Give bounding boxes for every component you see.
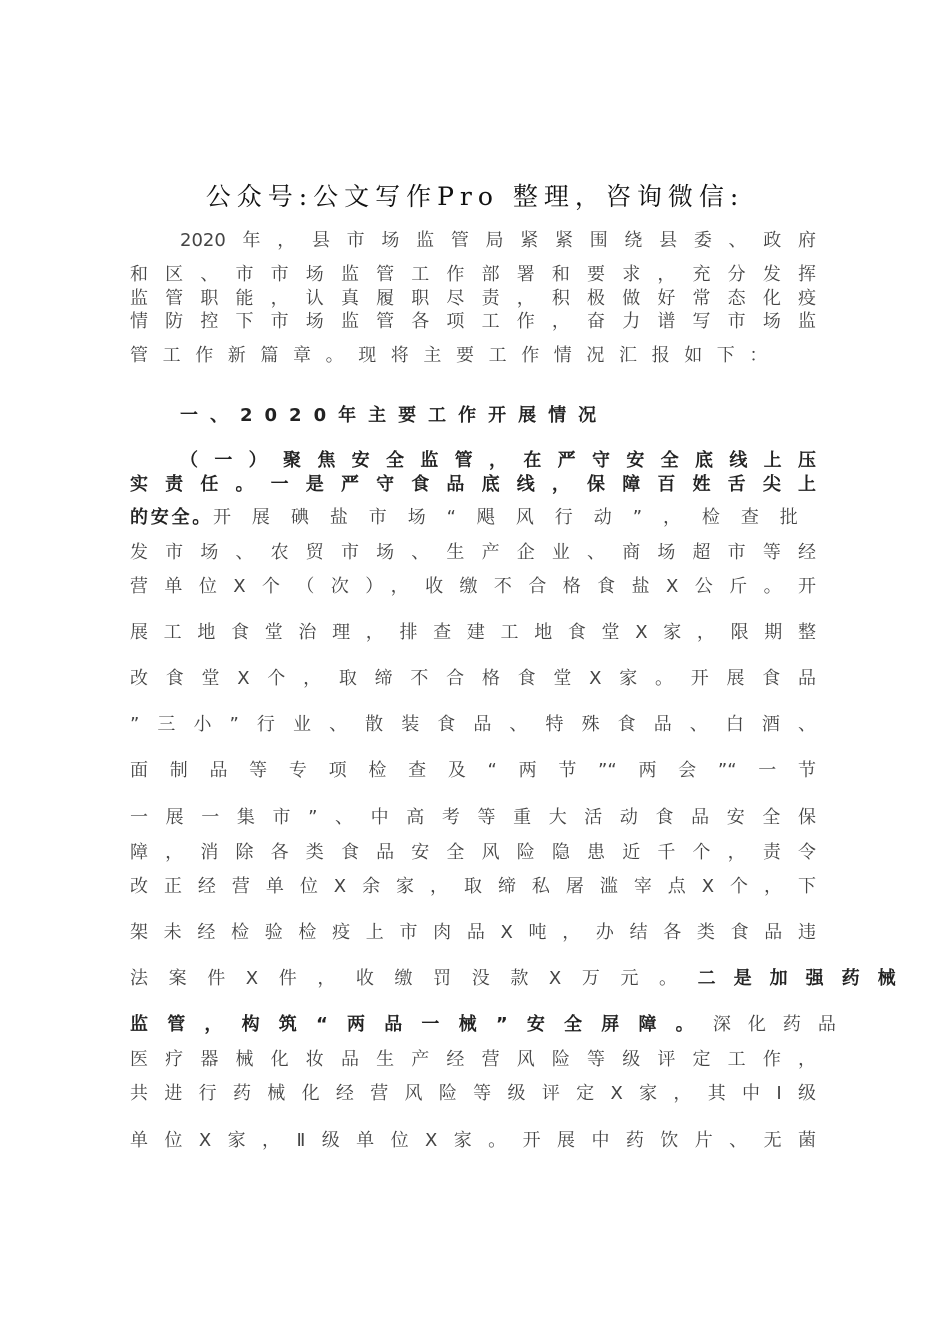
body-line-3-rest: 开展碘盐市场“飓风行动”，检查批 (212, 507, 816, 528)
body-line-9: 面制品等专项检查及“两节”“两会”“一节 (130, 760, 816, 781)
body-line-4: 发市场、农贸市场、生产企业、商场超市等经 (130, 542, 816, 563)
body-line-13: 架未经检验检疫上市肉品X吨，办结各类食品违 (130, 922, 816, 943)
body-line-15-rest: 深化药品 (712, 1014, 853, 1035)
body-line-14-bold: 二是加强药械 (697, 968, 914, 989)
body-line-3 (130, 505, 816, 531)
intro-line-2: 和区、市市场监管工作部署和要求，充分发挥 (130, 264, 816, 285)
intro-line-5: 管工作新篇章。现将主要工作情况汇报如下： (130, 345, 782, 366)
section-heading: 一、2020年主要工作开展情况 (180, 405, 609, 426)
body-line-8: ”三小”行业、散装食品、特殊食品、白酒、 (130, 714, 816, 735)
body-line-10: 一展一集市”、中高考等重大活动食品安全保 (130, 807, 816, 828)
body-line-7: 改食堂X个，取缔不合格食堂X家。开展食品 (130, 668, 816, 689)
body-line-11: 障，消除各类食品安全风险隐患近千个，责令 (130, 842, 816, 863)
body-line-17: 共进行药械化经营风险等级评定X家，其中Ⅰ级 (130, 1083, 816, 1104)
intro-line-1: 2020年，县市场监管局紧紧围绕县委、政府 (180, 230, 816, 251)
body-line-16: 医疗器械化妆品生产经营风险等级评定工作， (130, 1049, 816, 1070)
intro-line-4: 情防控下市场监管各项工作，奋力谱写市场监 (130, 311, 816, 332)
body-line-14-text: 法案件X件，收缴罚没款X万元。 (130, 968, 698, 989)
body-line-2: 实责任。一是严守食品底线，保障百姓舌尖上 (130, 474, 816, 495)
body-line-5: 营单位X个（次），收缴不合格食盐X公斤。开 (130, 576, 816, 597)
body-line-1: （一）聚焦安全监管，在严守安全底线上压 (180, 450, 816, 471)
body-line-14 (130, 966, 914, 992)
body-line-15 (130, 1012, 853, 1038)
body-line-3-bold: 的安全。 (130, 507, 213, 528)
document-title: 公众号:公文写作Pro 整理，咨询微信: (205, 182, 745, 211)
body-line-12: 改正经营单位X余家，取缔私屠滥宰点X个，下 (130, 876, 816, 897)
body-line-18: 单位X家，Ⅱ级单位X家。开展中药饮片、无菌 (130, 1130, 816, 1151)
intro-line-3: 监管职能，认真履职尽责，积极做好常态化疫 (130, 288, 816, 309)
body-line-15-bold: 监管，构筑“两品一械”安全屏障。 (130, 1014, 713, 1035)
body-line-6: 展工地食堂治理，排查建工地食堂X家，限期整 (130, 622, 816, 643)
